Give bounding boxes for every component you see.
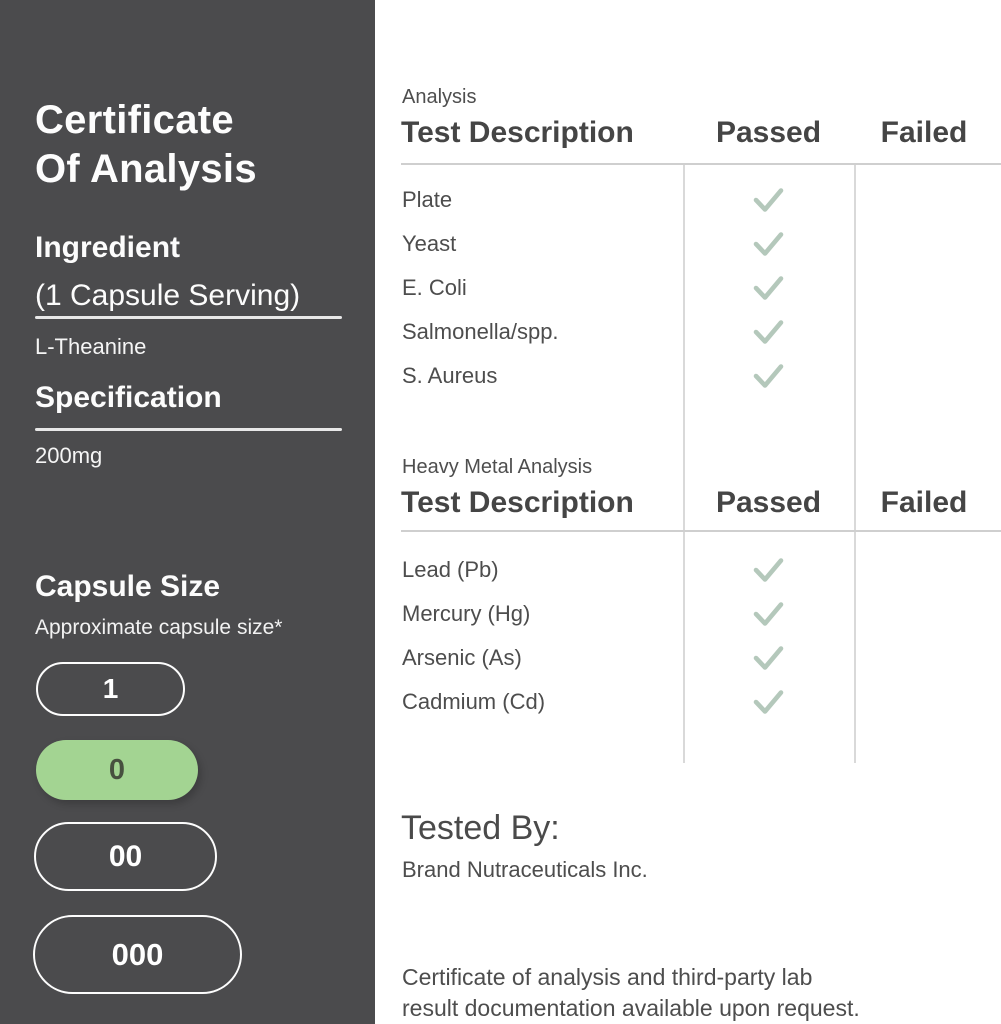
capsule-size-option-1[interactable]: 1 (36, 662, 185, 716)
capsule-size-note: Approximate capsule size* (35, 616, 283, 639)
test-name: Arsenic (As) (402, 645, 522, 670)
heavy-metal-section-label: Heavy Metal Analysis (402, 456, 593, 478)
heavy-metal-table-header (375, 481, 1001, 525)
ingredient-value: L-Theanine (35, 334, 147, 359)
check-icon (683, 689, 854, 715)
check-icon (683, 275, 854, 301)
heavy-metal-col-failed: Failed (880, 486, 968, 519)
sidebar (0, 0, 375, 1024)
test-name: Yeast (402, 231, 457, 256)
test-name: Plate (402, 187, 453, 212)
results-panel (375, 0, 1001, 1024)
heavy-metal-col-passed: Passed (715, 486, 822, 519)
test-name: E. Coli (402, 275, 467, 300)
table-row (375, 178, 1001, 222)
table-row (375, 636, 1001, 680)
test-name: Lead (Pb) (402, 557, 499, 582)
table-row (375, 310, 1001, 354)
footer-note (402, 962, 902, 1024)
analysis-section-label: Analysis (402, 86, 477, 108)
test-name: S. Aureus (402, 363, 498, 388)
analysis-col-description: Test Description (401, 116, 634, 149)
ingredient-heading: Ingredient (35, 231, 181, 264)
specification-value: 200mg (35, 443, 103, 468)
table-row (375, 222, 1001, 266)
check-icon (683, 319, 854, 345)
table-row (375, 266, 1001, 310)
tested-by-heading: Tested By: (401, 809, 560, 847)
footer-note-line2: result documentation available upon request. (402, 995, 860, 1021)
heavy-metal-header-rule (401, 530, 1001, 532)
footer-note-line1: Certificate of analysis and third-party lab (402, 964, 813, 990)
table-row (375, 592, 1001, 636)
analysis-col-passed: Passed (715, 116, 822, 149)
capsule-size-option-00[interactable]: 00 (34, 822, 217, 891)
analysis-col-failed: Failed (880, 116, 968, 149)
page-title-line1: Certificate (35, 98, 234, 142)
capsule-size-option-0-selected[interactable]: 0 (36, 740, 198, 800)
heavy-metal-col-description: Test Description (401, 486, 634, 519)
page-title (35, 96, 257, 194)
test-name: Mercury (Hg) (402, 601, 531, 626)
capsule-size-option-000[interactable]: 000 (33, 915, 242, 994)
check-icon (683, 601, 854, 627)
heavy-metal-table-rows (375, 548, 1001, 724)
specification-heading: Specification (35, 381, 222, 414)
page-title-line2: Of Analysis (35, 147, 257, 191)
analysis-table-header (375, 111, 1001, 155)
table-row (375, 548, 1001, 592)
table-row (375, 680, 1001, 724)
capsule-size-heading: Capsule Size (35, 570, 221, 603)
tested-by-value: Brand Nutraceuticals Inc. (402, 857, 648, 882)
check-icon (683, 363, 854, 389)
ingredient-divider (35, 316, 342, 319)
check-icon (683, 231, 854, 257)
analysis-header-rule (401, 163, 1001, 165)
check-icon (683, 187, 854, 213)
table-row (375, 354, 1001, 398)
check-icon (683, 645, 854, 671)
test-name: Salmonella/spp. (402, 319, 559, 344)
ingredient-subheading: (1 Capsule Serving) (35, 279, 301, 312)
specification-divider (35, 428, 342, 431)
check-icon (683, 557, 854, 583)
analysis-table-rows (375, 178, 1001, 398)
test-name: Cadmium (Cd) (402, 689, 546, 714)
